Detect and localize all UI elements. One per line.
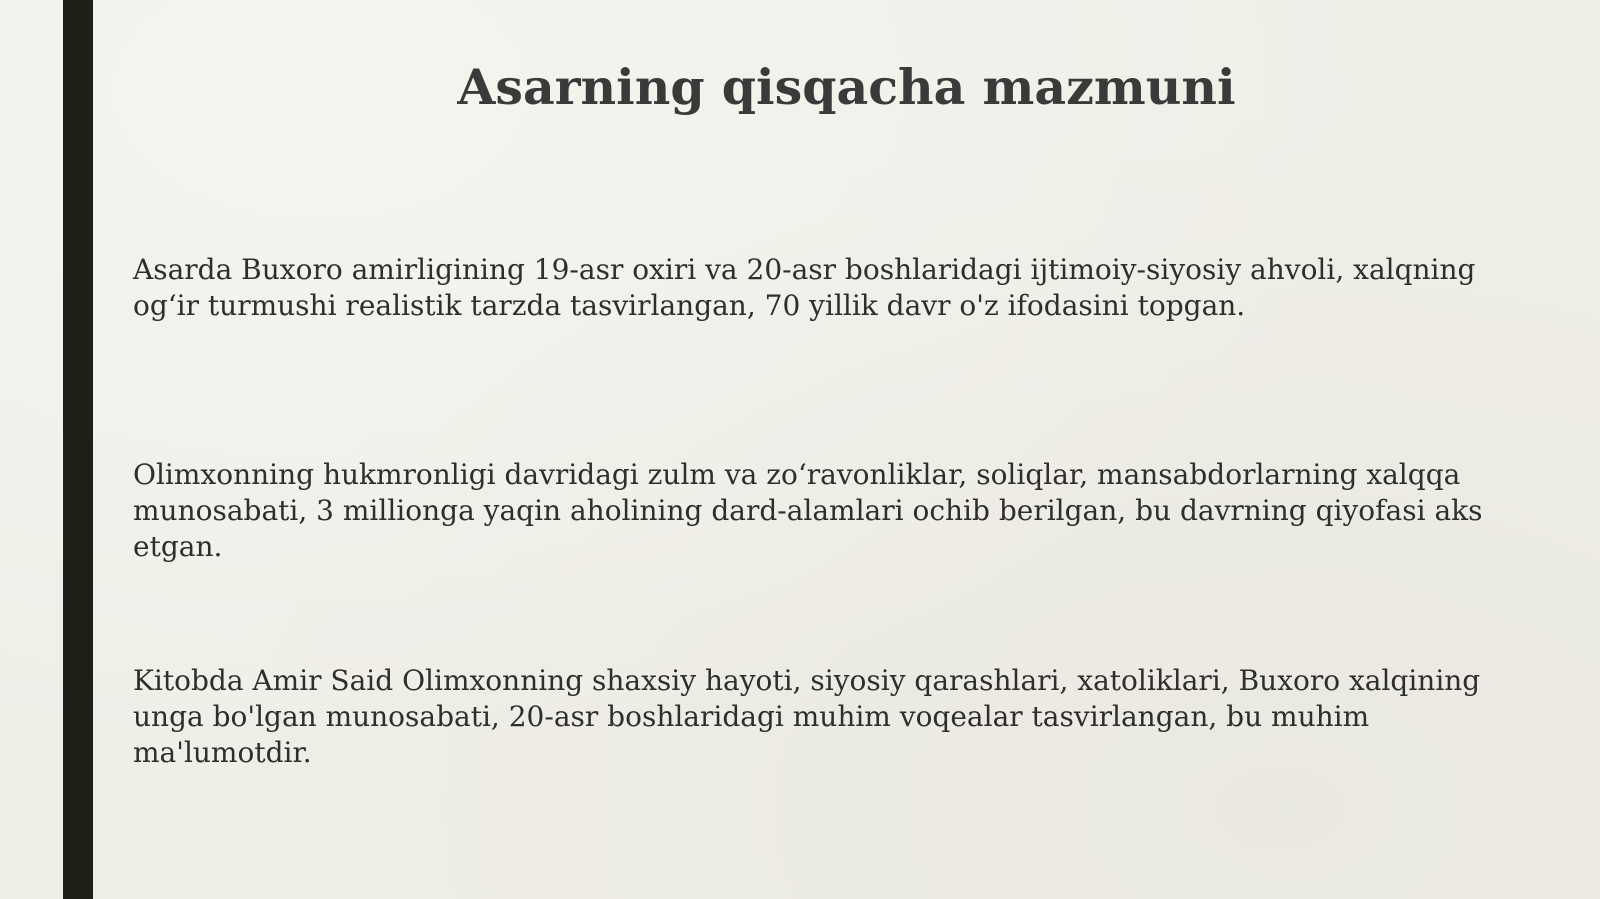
paragraph-1: Asarda Buxoro amirligining 19-asr oxiri va 20-asr boshlaridagi ijtimoiy-siyosiy ahvoli, xalqning og‘ir turmushi realistik tarzda tasvirlangan, 70 yillik davr o'z ifodasini topgan. <box>133 253 1476 322</box>
accent-bar <box>63 0 93 899</box>
paragraph-3: Kitobda Amir Said Olimxonning shaxsiy hayoti, siyosiy qarashlari, xatoliklari, Buxoro xalqining unga bo'lgan munosabati, 20-asr boshlaridagi muhim voqealar tasvirlangan, bu muhim ma'lumotdir. <box>133 664 1481 769</box>
slide-title: Asarning qisqacha mazmuni <box>457 58 1236 116</box>
paragraph-2: Olimxonning hukmronligi davridagi zulm va zo‘ravonliklar, soliqlar, mansabdorlarning xalqqa munosabati, 3 millionga yaqin aholining dard-alamlari ochib berilgan, bu davrning qiyofasi aks etgan. <box>133 458 1483 563</box>
